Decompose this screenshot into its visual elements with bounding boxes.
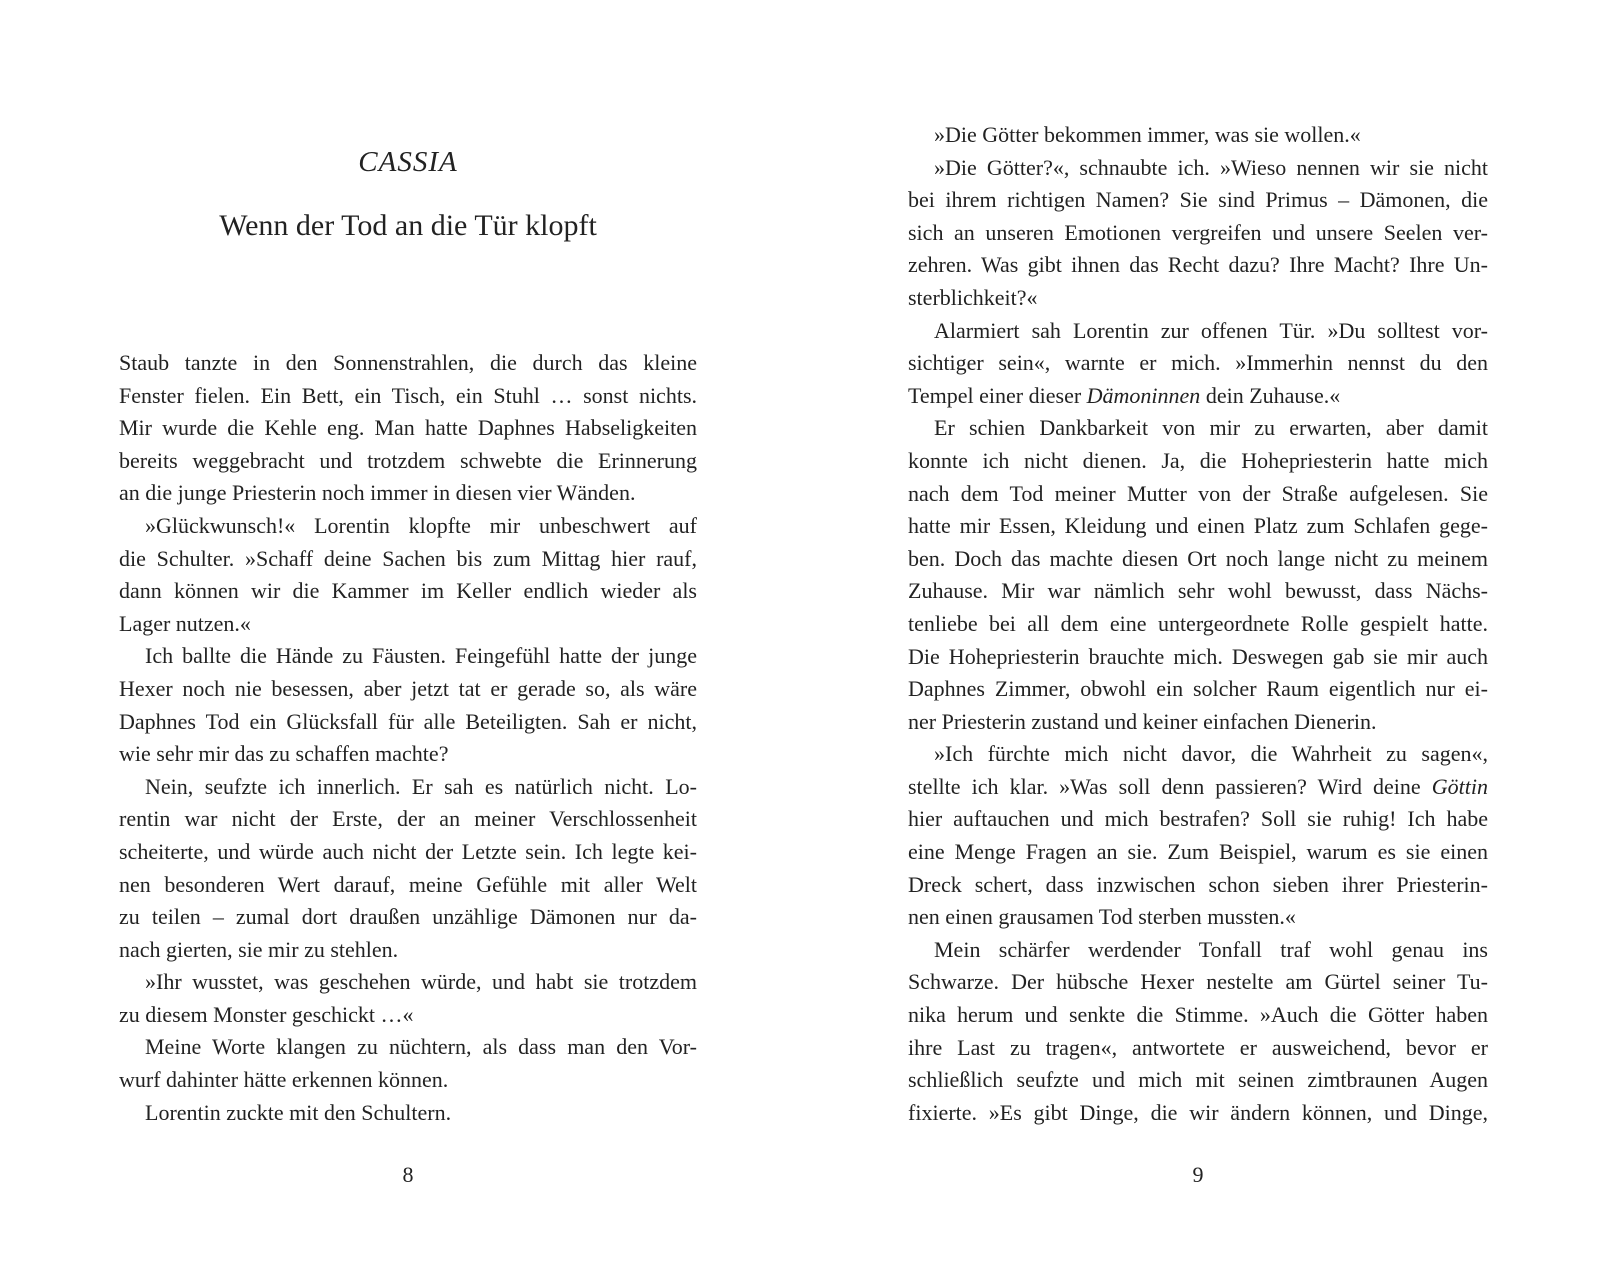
text-line: Lager nutzen.« bbox=[119, 610, 251, 636]
text-line: Alarmiert sah Lorentin zur offenen Tür. »Du solltest vor- bbox=[934, 317, 1488, 343]
text-line: bereits weggebracht und trotzdem schwebte die Erinnerung bbox=[119, 447, 697, 473]
chapter-title: Wenn der Tod an die Tür klopft bbox=[219, 209, 597, 242]
text-line: sich an unseren Emotionen vergreifen und unsere Seelen ver- bbox=[908, 219, 1488, 245]
text-line: an die junge Priesterin noch immer in diesen vier Wänden. bbox=[119, 480, 636, 506]
text-line: Schwarze. Der hübsche Hexer nestelte am Gürtel seiner Tu- bbox=[908, 969, 1488, 995]
text-line: Die Hohepriesterin brauchte mich. Deswegen gab sie mir auch bbox=[908, 643, 1488, 669]
left-page-body-text bbox=[119, 347, 697, 1129]
text-line: dann können wir die Kammer im Keller endlich wieder als bbox=[119, 578, 697, 604]
text-line-segment: stellte ich klar. »Was soll denn passieren? Wird deine bbox=[908, 773, 1432, 799]
text-line bbox=[908, 380, 1488, 413]
page-number-left: 8 bbox=[402, 1162, 414, 1187]
text-line: Er schien Dankbarkeit von mir zu erwarten, aber damit bbox=[934, 415, 1488, 441]
text-line: zu diesem Monster geschickt …« bbox=[119, 1001, 414, 1027]
text-line: sterblichkeit?« bbox=[908, 284, 1038, 310]
text-line: Daphnes Zimmer, obwohl ein solcher Raum eigentlich nur ei- bbox=[908, 676, 1488, 702]
text-line: »Ihr wusstet, was geschehen würde, und habt sie trotzdem bbox=[145, 969, 697, 995]
text-line: Lorentin zuckte mit den Schultern. bbox=[145, 1099, 452, 1125]
text-line: nach gierten, sie mir zu stehlen. bbox=[119, 936, 399, 962]
text-line: nen einen grausamen Tod sterben mussten.« bbox=[908, 904, 1296, 930]
text-line: ben. Doch das machte diesen Ort noch lange nicht zu meinem bbox=[908, 545, 1488, 571]
text-line: »Die Götter bekommen immer, was sie wollen.« bbox=[934, 122, 1361, 147]
text-line bbox=[908, 771, 1488, 804]
text-line: hatte mir Essen, Kleidung und einen Platz zum Schlafen gege- bbox=[908, 513, 1488, 539]
text-line: nach dem Tod meiner Mutter von der Straße aufgelesen. Sie bbox=[908, 480, 1488, 506]
text-line: ihre Last zu tragen«, antwortete er ausweichend, bevor er bbox=[908, 1034, 1488, 1060]
text-line-segment: Tempel einer dieser bbox=[908, 382, 1087, 408]
text-line-emphasis: Göttin bbox=[1431, 773, 1488, 799]
text-line: Staub tanzte in den Sonnenstrahlen, die durch das kleine bbox=[119, 350, 697, 375]
text-line: hier auftauchen und mich bestrafen? Soll sie ruhig! Ich habe bbox=[908, 806, 1488, 832]
text-line: Mein schärfer werdender Tonfall traf wohl genau ins bbox=[934, 936, 1488, 962]
text-line: Daphnes Tod ein Glücksfall für alle Beteiligten. Sah er nicht, bbox=[119, 708, 697, 734]
text-line: Zuhause. Mir war nämlich sehr wohl bewusst, dass Nächs- bbox=[908, 578, 1488, 604]
text-line: sichtiger sein«, warnte er mich. »Immerhin nennst du den bbox=[908, 350, 1488, 376]
text-line: nen besonderen Wert darauf, meine Gefühle mit aller Welt bbox=[119, 871, 697, 897]
text-line-emphasis: Dämoninnen bbox=[1086, 382, 1201, 408]
text-line: wurf dahinter hätte erkennen können. bbox=[119, 1067, 449, 1093]
text-line: bei ihrem richtigen Namen? Sie sind Primus – Dämonen, die bbox=[908, 187, 1488, 213]
text-line-segment: dein Zuhause.« bbox=[1200, 382, 1341, 408]
text-line: Ich ballte die Hände zu Fäusten. Feingefühl hatte der junge bbox=[145, 643, 697, 669]
text-line: scheiterte, und würde auch nicht der Letzte sein. Ich legte kei- bbox=[119, 838, 697, 864]
text-line: Fenster fielen. Ein Bett, ein Tisch, ein Stuhl … sonst nichts. bbox=[119, 382, 697, 408]
text-line: Meine Worte klangen zu nüchtern, als dass man den Vor- bbox=[145, 1034, 697, 1060]
chapter-character-name: CASSIA bbox=[358, 146, 458, 178]
text-line: rentin war nicht der Erste, der an meiner Verschlossenheit bbox=[119, 806, 697, 832]
page-number-right: 9 bbox=[1192, 1162, 1204, 1187]
text-line: »Glückwunsch!« Lorentin klopfte mir unbeschwert auf bbox=[145, 512, 697, 538]
text-line: ner Priesterin zustand und keiner einfachen Dienerin. bbox=[908, 708, 1377, 734]
text-line: nika herum und senkte die Stimme. »Auch die Götter haben bbox=[908, 1002, 1488, 1028]
text-line: zehren. Was gibt ihnen das Recht dazu? Ihre Macht? Ihre Un- bbox=[908, 252, 1488, 278]
text-line: konnte ich nicht dienen. Ja, die Hohepriesterin hatte mich bbox=[908, 447, 1488, 473]
text-line: tenliebe bei all dem eine untergeordnete Rolle gespielt hatte. bbox=[908, 610, 1488, 636]
text-line: wie sehr mir das zu schaffen machte? bbox=[119, 741, 449, 767]
text-line: eine Menge Fragen an sie. Zum Beispiel, warum es sie einen bbox=[908, 839, 1488, 865]
text-line: Mir wurde die Kehle eng. Man hatte Daphnes Habseligkeiten bbox=[119, 415, 697, 441]
text-line: »Ich fürchte mich nicht davor, die Wahrheit zu sagen«, bbox=[934, 741, 1488, 767]
text-line: Dreck schert, dass inzwischen schon sieben ihrer Priesterin- bbox=[908, 871, 1488, 897]
text-line: zu teilen – zumal dort draußen unzählige Dämonen nur da- bbox=[119, 904, 697, 930]
text-line: fixierte. »Es gibt Dinge, die wir ändern können, und Dinge, bbox=[908, 1099, 1488, 1125]
text-line: »Die Götter?«, schnaubte ich. »Wieso nennen wir sie nicht bbox=[934, 154, 1488, 180]
right-page-body-text bbox=[908, 119, 1488, 1129]
text-line: schließlich seufzte und mich mit seinen zimtbraunen Augen bbox=[908, 1067, 1488, 1093]
text-line: Hexer noch nie besessen, aber jetzt tat er gerade so, als wäre bbox=[119, 675, 697, 701]
text-line: die Schulter. »Schaff deine Sachen bis zum Mittag hier rauf, bbox=[119, 545, 697, 571]
text-line: Nein, seufzte ich innerlich. Er sah es natürlich nicht. Lo- bbox=[145, 773, 697, 799]
